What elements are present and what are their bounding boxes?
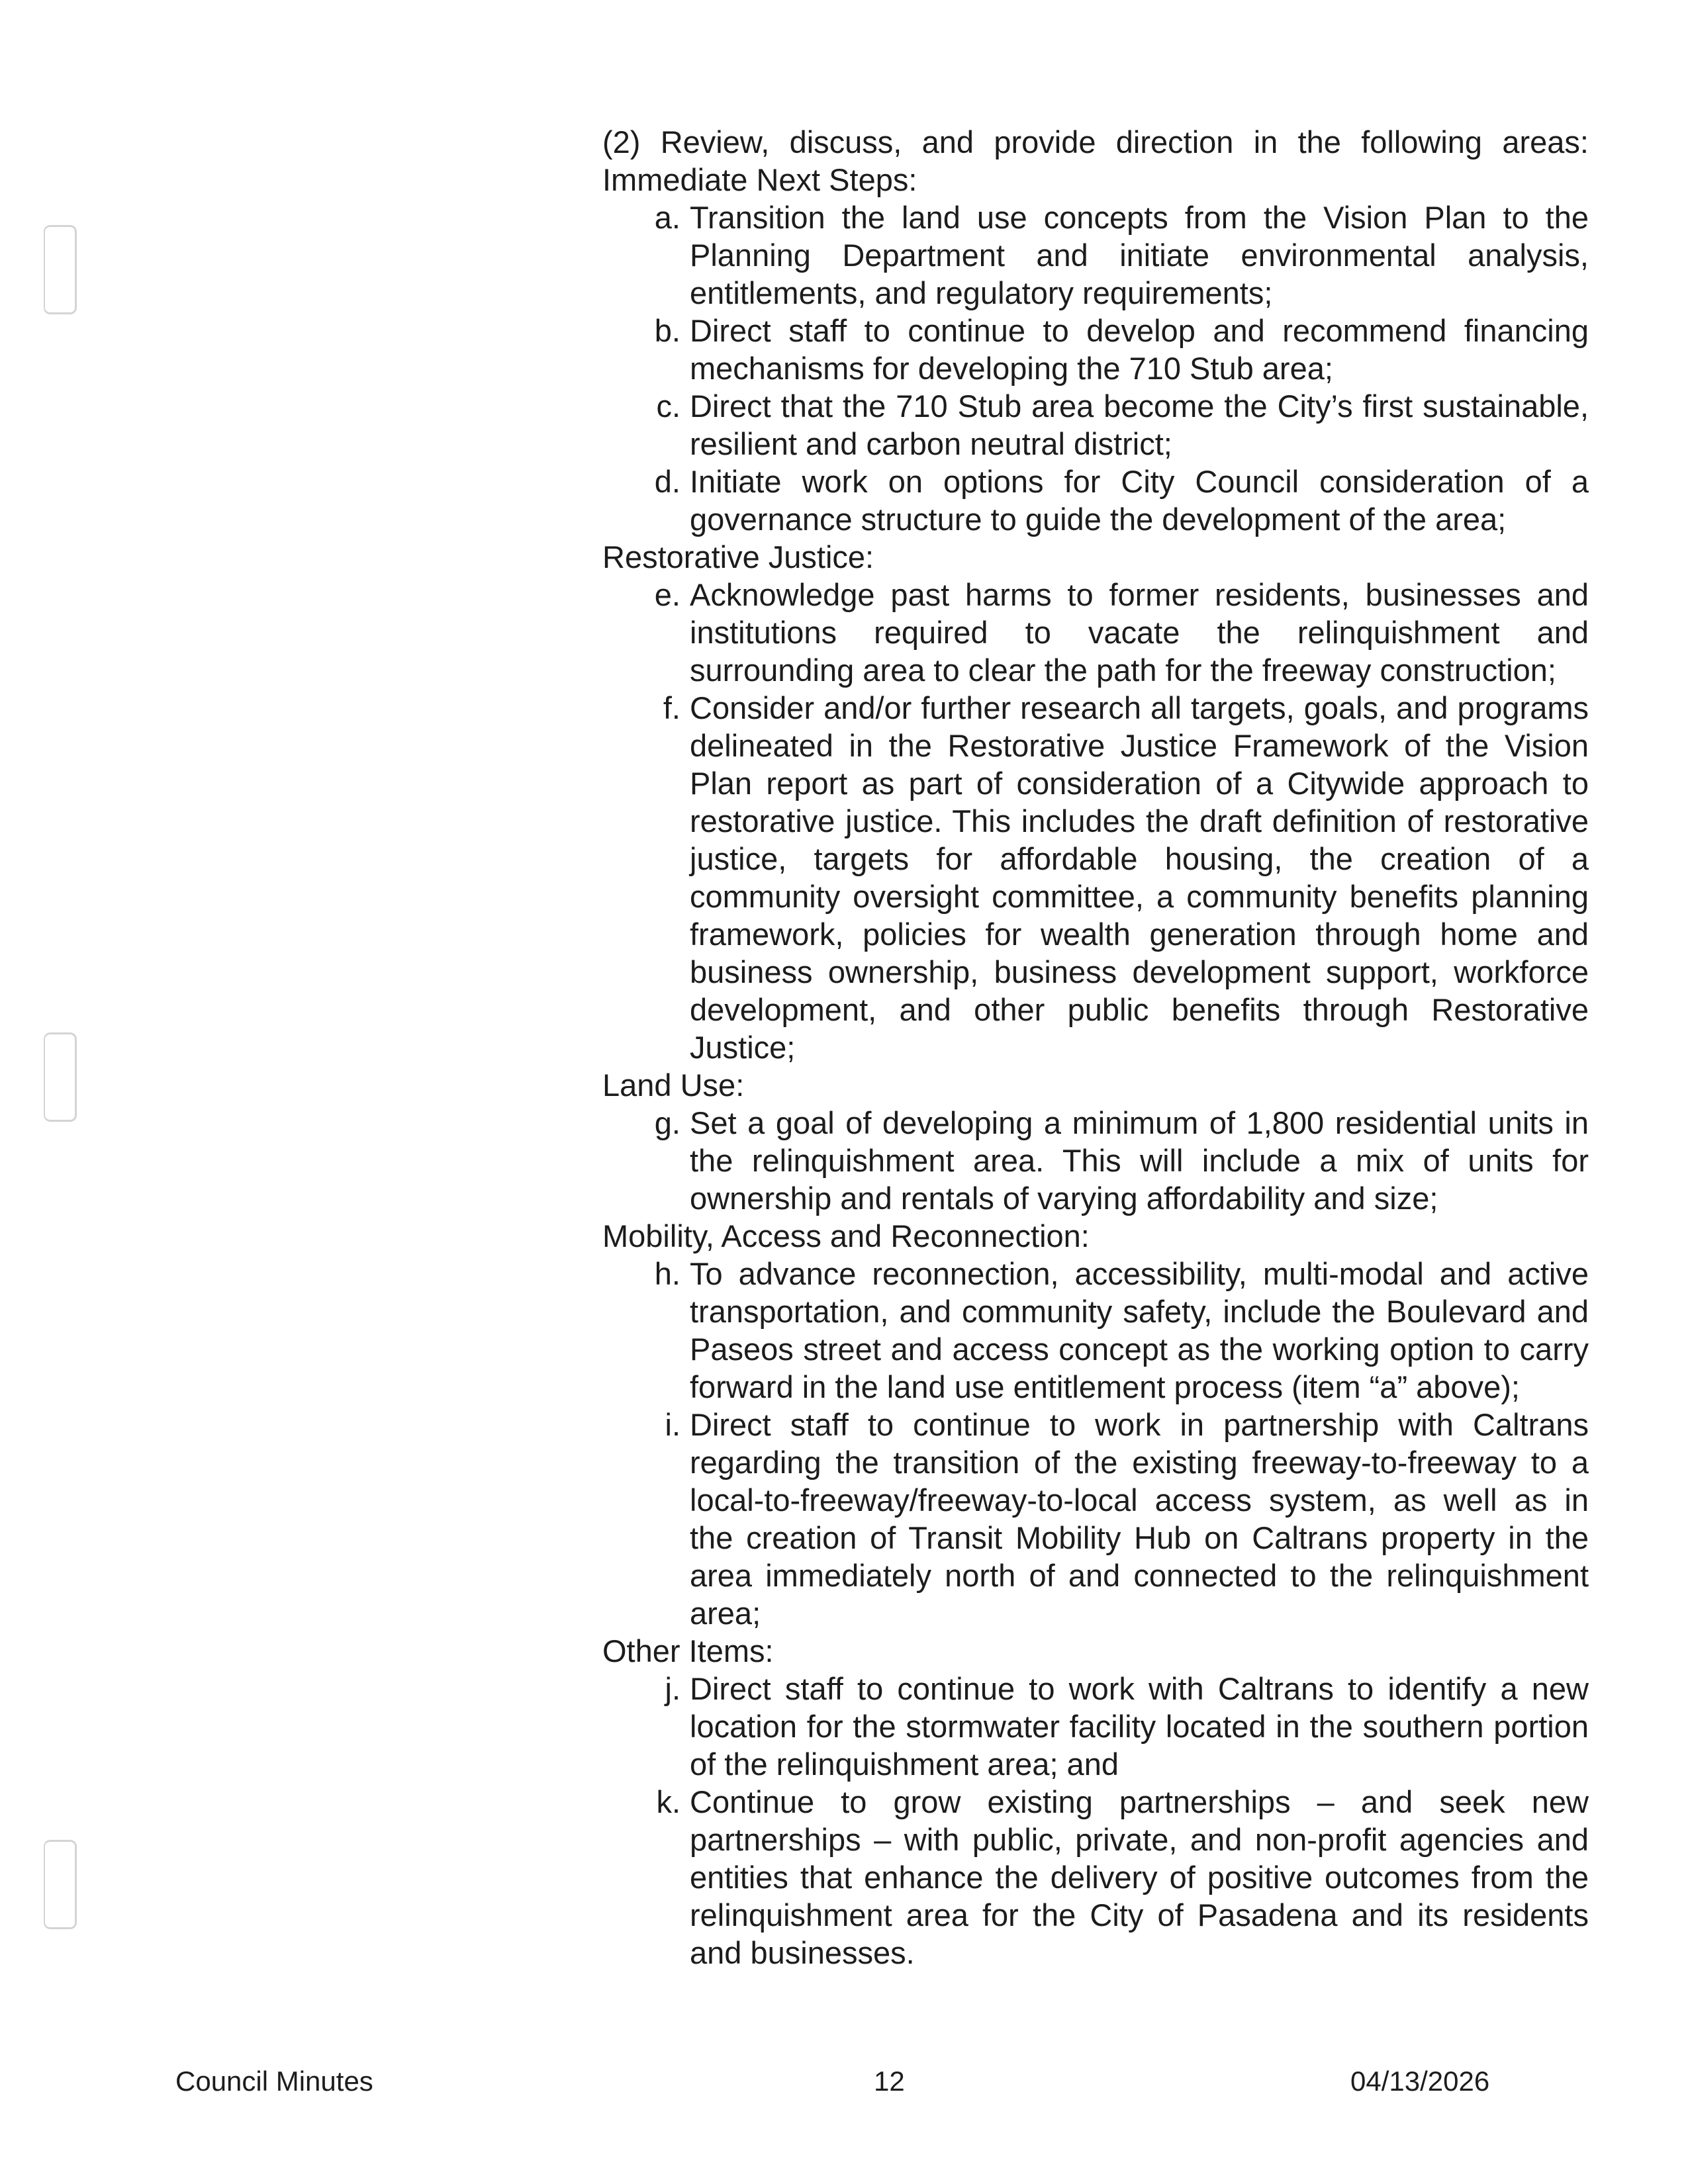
- item-text: Consider and/or further research all targets, goals, and programs delineated in the Restorative Justice Framework of the Vision Plan report as part of consideration of a Citywide approach to restorative justice. This includes the draft definition of restorative justice, targets for affordable housing, the creation of a community oversight committee, a community benefits planning framework, policies for wealth generation through home and business ownership, business development support, workforce development, and other public benefits through Restorative Justice;: [690, 690, 1589, 1065]
- list-item: [602, 312, 1589, 387]
- item-text: Continue to grow existing partnerships – and seek new partnerships – with public, private, and non-profit agencies and entities that enhance the delivery of positive outcomes from the relinquishment area for the City of Pasadena and its residents and businesses.: [690, 1784, 1589, 1970]
- section-immediate-next-steps: [602, 161, 1589, 538]
- section-mobility-access: [602, 1217, 1589, 1632]
- item-marker: b.: [654, 313, 680, 348]
- section-land-use: [602, 1066, 1589, 1217]
- list-item: [602, 1104, 1589, 1217]
- section-heading: Restorative Justice:: [602, 539, 874, 574]
- section-restorative-justice: [602, 538, 1589, 1066]
- item-text: Acknowledge past harms to former residents, businesses and institutions required to vacate the relinquishment and surrounding area to clear the path for the freeway construction;: [690, 577, 1589, 688]
- minutes-body: [602, 123, 1589, 1972]
- item-text: Direct staff to continue to work in partnership with Caltrans regarding the transition of the existing freeway-to-freeway to a local-to-freeway/freeway-to-local access system, as well as in the creation of Transit Mobility Hub on Caltrans property in the area immediately north of and connected to the relinquishment area;: [690, 1407, 1589, 1631]
- item-text: Transition the land use concepts from the Vision Plan to the Planning Department and initiate environmental analysis, entitlements, and regulatory requirements;: [690, 200, 1589, 310]
- section-heading: Mobility, Access and Reconnection:: [602, 1218, 1090, 1253]
- item-marker: j.: [665, 1671, 680, 1706]
- item-text: Direct staff to continue to work with Caltrans to identify a new location for the stormwater facility located in the southern portion of the relinquishment area; and: [690, 1671, 1589, 1782]
- item-marker: d.: [654, 464, 680, 499]
- item-text: Initiate work on options for City Council consideration of a governance structure to guide the development of the area;: [690, 464, 1589, 537]
- item-marker: a.: [654, 200, 680, 235]
- list-item: [602, 576, 1589, 689]
- list-item: [602, 463, 1589, 538]
- section-other-items: [602, 1632, 1589, 1972]
- item-marker: i.: [665, 1407, 680, 1442]
- item-marker: k.: [656, 1784, 680, 1819]
- item-marker: g.: [654, 1105, 680, 1140]
- item-text: Direct staff to continue to develop and recommend financing mechanisms for developing the 710 Stub area;: [690, 313, 1589, 386]
- section-heading: Other Items:: [602, 1633, 774, 1668]
- list-item: [602, 689, 1589, 1066]
- footer-left-label: Council Minutes: [175, 2066, 373, 2097]
- list-item: [602, 199, 1589, 312]
- item-marker: e.: [654, 577, 680, 612]
- hole-punch-mark: [44, 1840, 77, 1929]
- section-heading: Land Use:: [602, 1068, 745, 1103]
- item-text: To advance reconnection, accessibility, multi-modal and active transportation, and community safety, include the Boulevard and Paseos street and access concept as the working option to carry forward in the land use entitlement process (item “a” above);: [690, 1256, 1589, 1404]
- item-marker: h.: [654, 1256, 680, 1291]
- hole-punch-mark: [44, 225, 77, 314]
- list-item: [602, 1783, 1589, 1972]
- list-item: [602, 387, 1589, 463]
- item-text: Direct that the 710 Stub area become the City’s first sustainable, resilient and carbon neutral district;: [690, 388, 1589, 461]
- item-marker: f.: [663, 690, 680, 725]
- section-heading: Immediate Next Steps:: [602, 162, 917, 197]
- list-item: [602, 1670, 1589, 1783]
- item-marker: c.: [656, 388, 680, 424]
- item-text: Set a goal of developing a minimum of 1,800 residential units in the relinquishment area. This will include a mix of units for ownership and rentals of varying affordability and size;: [690, 1105, 1589, 1216]
- list-item: [602, 1406, 1589, 1632]
- footer-date: 04/13/2026: [1350, 2066, 1490, 2097]
- page-number: 12: [874, 2066, 905, 2097]
- hole-punch-mark: [44, 1032, 77, 1122]
- intro-line: (2) Review, discuss, and provide direction in the following areas:: [602, 124, 1589, 159]
- list-item: [602, 1255, 1589, 1406]
